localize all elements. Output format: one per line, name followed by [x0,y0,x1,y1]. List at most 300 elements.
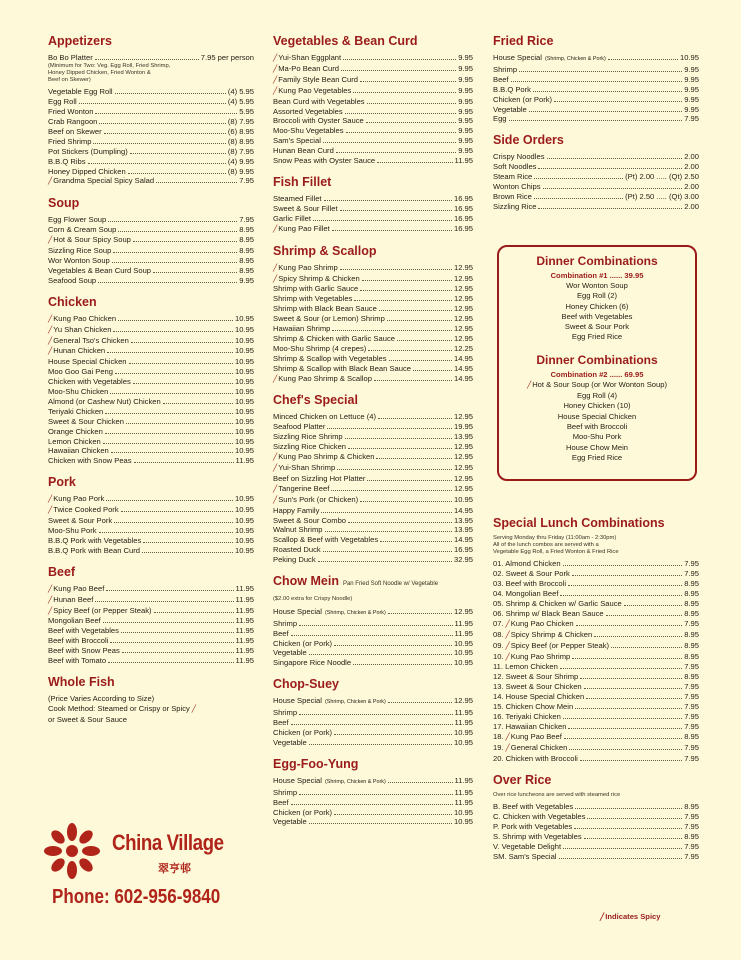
menu-item-price: 8.95 [684,589,699,599]
menu-item [48,505,254,516]
dot-leader [108,661,233,663]
menu-item [48,407,254,417]
menu-item [493,202,699,212]
menu-item-label: House Special [273,775,322,785]
menu-section [273,244,473,385]
dot-leader [104,132,226,134]
menu-item [273,156,473,166]
menu-item-name [48,505,119,516]
menu-item [48,427,254,437]
menu-item-name [273,442,346,452]
menu-item [273,607,473,619]
dot-leader [325,530,452,532]
menu-item-name [48,147,128,157]
menu-item [273,284,473,294]
combo-item-text: House Chow Mein [565,442,629,452]
menu-item-label: Beef [273,797,289,807]
menu-item-name [493,822,572,832]
menu-item-label: Garlic Fillet [273,213,311,223]
menu-item [273,97,473,107]
menu-item-label: 07. [493,618,504,628]
menu-item [493,852,699,862]
chili-pepper-icon: ╱ [273,275,278,283]
menu-item-label: Shrimp with Vegetables [273,294,353,304]
menu-item-label: 20. Chicken with Broccoli [493,753,578,763]
menu-item [48,367,254,377]
menu-item-price: 12.95 [453,473,473,483]
menu-item-price: 11.95 [454,618,473,628]
chili-pepper-icon: ╱ [48,496,53,504]
dot-leader [587,817,682,819]
menu-item-label: 11. Lemon Chicken [493,662,558,672]
menu-item-price: 13.95 [453,432,473,442]
menu-item-price: 9.95 [239,275,254,285]
chili-pepper-icon: ╱ [189,705,196,713]
menu-item [273,107,473,117]
dot-leader [142,551,233,553]
menu-item-label: Crispy Noodles [493,152,545,162]
menu-item-price: 10.95 [453,737,473,747]
menu-item-price: 9.95 [458,126,473,136]
menu-item-name [273,555,316,565]
combo-item-text: Egg Roll (4) [576,391,618,401]
chili-pepper-icon: ╱ [273,454,278,462]
menu-item [493,652,699,663]
menu-item-label: B. Beef with Vegetables [493,802,574,812]
menu-item [48,494,254,505]
menu-item-label: 02. Sweet & Sour Pork [493,569,570,579]
menu-item-name [273,314,385,324]
spicy-legend [600,912,661,921]
combo-item-text: Egg Fried Rice [571,452,623,462]
menu-item-price: 12.25 [453,343,473,353]
dot-leader [327,427,452,429]
dot-leader [111,451,233,453]
menu-item [273,776,473,788]
menu-item-label: 10. [493,651,504,661]
menu-item-price: 7.95 [684,569,699,579]
dot-leader [110,641,233,643]
menu-item [48,147,254,157]
menu-item-price: 8.95 [239,265,254,275]
menu-item [273,484,473,495]
chili-pepper-icon: ╱ [273,225,278,233]
dot-leader [346,131,457,133]
menu-item [493,172,699,182]
menu-item [48,117,254,127]
menu-item-price: 7.95 [684,851,699,861]
combo-item [505,312,689,322]
combo-item-text: Honey Chicken (10) [563,401,631,411]
menu-item-label: General Chicken [510,742,568,752]
menu-item-price: 9.95 [684,74,699,84]
menu-item [493,65,699,75]
dot-leader [95,58,199,60]
dot-leader [348,521,452,523]
menu-item [273,126,473,136]
menu-item-price: 10.95 [234,545,254,555]
dot-leader [353,663,452,665]
menu-item-name [273,639,332,649]
menu-item [48,546,254,556]
menu-section [273,574,473,668]
dot-leader [154,611,234,613]
menu-item-label: Bean Curd with Vegetables [273,96,365,106]
chili-pepper-icon: ╱ [273,496,278,504]
menu-item-price: 12.95 [453,463,473,472]
menu-item-label: Peking Duck [273,555,316,565]
menu-item-label: Hawaiian Shrimp [273,324,331,334]
menu-item [48,157,254,167]
menu-item-price: 10.95 [234,367,254,377]
menu-item-price: 10.95 [453,494,473,504]
menu-item [493,832,699,842]
menu-item [48,225,254,235]
chili-pepper-icon: ╱ [48,326,53,334]
menu-item-price: 7.95 [684,692,699,702]
menu-item [48,616,254,626]
menu-item-name [493,85,531,95]
menu-item [48,137,254,147]
dot-leader [332,329,452,331]
menu-item-price: 10.95 [453,728,473,738]
menu-item [273,798,473,808]
dot-leader [133,240,237,242]
menu-column-right-top [493,34,699,221]
menu-item [273,738,473,748]
menu-item-label: Snow Peas with Oyster Sauce [273,156,376,166]
section-title-text: Whole Fish [48,674,115,689]
menu-item-detail: (Shrimp, Chicken & Pork) [324,778,386,785]
menu-item-name [273,263,338,274]
menu-item-price: 11.95 [235,456,254,466]
chili-pepper-icon: ╱ [503,733,510,741]
menu-item-name [273,422,325,432]
menu-item-name [48,97,77,107]
menu-item-price: 32.95 [453,555,473,565]
dot-leader [99,122,225,124]
menu-item [273,474,473,484]
menu-item-label: Shrimp with Garlic Sauce [273,284,359,294]
menu-item-label: Hot & Sour Spicy Soup [53,235,131,245]
section-title [273,34,473,48]
dot-leader [318,560,452,562]
dot-leader [511,80,683,82]
menu-item [48,437,254,447]
dot-leader [334,644,452,646]
menu-item-price: 2.00 [684,201,699,211]
menu-item [48,266,254,276]
dot-leader [129,362,233,364]
menu-item-label: 06. Shrimp w/ Black Bean Sauce [493,608,604,618]
menu-item-name [273,86,351,97]
dot-leader [378,417,452,419]
menu-item [273,452,473,463]
menu-item-name [273,545,321,555]
section-note: Honey Dipped Chicken, Fried Wonton & [48,69,151,76]
section-title [48,295,254,309]
menu-item-label: Sweet & Sour Pork [48,516,113,526]
menu-item-name [493,65,517,75]
menu-item-price: 8.95 [684,608,699,618]
menu-item-label: Orange Chicken [48,426,103,436]
menu-item-name [273,629,289,639]
menu-item [493,599,699,609]
menu-item-price: 2.00 [684,152,699,162]
menu-item-label: Almond (or Cashew Nut) Chicken [48,396,161,406]
menu-item-label: Seafood Platter [273,422,326,432]
dot-leader [324,199,452,201]
combo-label: Combination #2 ...... 69.95 [550,369,644,379]
menu-item-name [48,157,86,167]
menu-item-name [493,641,609,652]
menu-item-name [273,495,358,506]
menu-item [493,95,699,105]
menu-item-label: Vegetable [273,737,307,747]
menu-item-name [273,516,346,526]
menu-item-price: 9.95 [458,96,473,106]
menu-item-label: Moo-Shu Shrimp (4 crepes) [273,343,367,353]
menu-item [493,114,699,124]
menu-item-label: Honey Dipped Chicken [48,166,126,176]
menu-item-label: Kung Pao Shrimp [510,651,571,661]
menu-item [493,53,699,65]
menu-item-price: 10.95 [234,446,254,456]
menu-item-name [48,636,108,646]
menu-item [273,64,473,75]
menu-item-price: 8.95 [239,235,254,245]
menu-item-name [273,525,323,535]
menu-item-name [493,579,566,589]
dot-leader [538,207,682,209]
menu-item-price: 11.95 [235,583,254,593]
menu-item-label: Shrimp [273,708,298,718]
menu-item-label: Egg [493,114,507,124]
menu-item-label: Sam's Special [273,136,321,146]
menu-item-name [48,417,124,427]
dot-leader [121,631,234,633]
menu-item-name [48,646,120,656]
menu-item [48,336,254,347]
menu-item-label: Shrimp with Black Bean Sauce [273,304,377,314]
menu-item-price: 10.95 [453,638,473,648]
menu-item-price: 9.95 [684,84,699,94]
menu-item-name [493,842,561,852]
menu-item [273,629,473,639]
section-note: Serving Monday thru Friday (11:00am - 2:30pm) [493,535,617,541]
menu-item-label: Walnut Shrimp [273,525,323,535]
menu-item [493,682,699,692]
dot-leader [543,187,683,189]
menu-item-name [273,354,387,364]
menu-item-price: 16.95 [453,223,473,233]
menu-item-name [273,817,307,827]
menu-item-name [48,626,119,636]
section-title-text: Fried Rice [493,34,554,48]
menu-item-label: Kung Pao Chicken [510,618,574,628]
section-title [273,757,473,771]
section-title [273,677,473,691]
menu-item-label: Moo Goo Gai Peng [48,367,114,377]
menu-item-price: 7.95 [684,559,699,569]
menu-item [48,176,254,187]
section-title [493,34,699,48]
menu-item-name [273,619,297,629]
section-title [48,565,254,579]
dot-leader [413,369,452,371]
menu-item-name [493,852,557,862]
menu-item-price: 10.95 [234,436,254,446]
menu-item-name [48,235,131,246]
menu-item-name [273,708,297,718]
section-title-text: Appetizers [48,34,112,48]
dot-leader [118,319,233,321]
menu-section [493,773,699,862]
menu-item-price: 10.95 [453,658,473,668]
menu-item-name [273,788,297,798]
dot-leader [366,121,456,123]
menu-item-label: Vegetable [493,104,527,114]
dot-leader [343,58,456,60]
menu-item-label: Shrimp & Scallop with Black Bean Sauce [273,363,412,373]
menu-item-name [273,126,344,136]
combo-item-text: Egg Fried Rice [571,332,623,342]
dot-leader [389,359,452,361]
menu-item-label: Moo-Shu Chicken [48,387,109,397]
menu-item-name [273,463,335,474]
menu-item-label: Broccoli with Oyster Sauce [273,116,364,126]
dot-leader [568,727,682,729]
menu-item-price: 11.95 [235,605,254,615]
chili-pepper-icon: ╱ [273,55,278,62]
menu-item-label: Yui-Shan Shrimp [278,463,336,472]
menu-item-label: Beef on Sizzling Hot Platter [273,473,366,483]
menu-item [48,516,254,526]
menu-item-name [273,304,377,314]
menu-item-label: Fried Wonton [48,107,94,117]
chili-pepper-icon: ╱ [48,178,53,186]
section-title-text: Vegetables & Bean Curd [273,34,418,48]
menu-item [48,646,254,656]
menu-item [48,456,254,466]
menu-item-price: (8) 7.95 [227,146,254,156]
menu-section [48,675,254,725]
menu-item-label: Happy Family [273,505,320,515]
dot-leader [79,102,226,104]
menu-item-label: Wonton Chips [493,182,541,192]
menu-item-label: Bo Bo Platter [48,53,93,62]
dot-leader [534,197,623,199]
menu-item-label: 05. Shrimp & Chicken w/ Garlic Sauce [493,599,622,609]
menu-item-name [48,397,161,407]
menu-item-name [48,357,127,367]
menu-item-price: (4) 5.95 [227,97,254,107]
dot-leader [554,100,682,102]
menu-item [493,754,699,764]
menu-item-price: 10.95 [234,416,254,426]
menu-item-label: Tangerine Beef [278,483,330,493]
menu-item-name [273,156,375,166]
menu-section [273,175,473,235]
dot-leader [112,261,237,263]
menu-item [273,224,473,235]
dot-leader [341,69,456,71]
menu-item-label: Sun's Pork (or Chicken) [278,494,359,504]
combo-item [505,401,689,411]
dot-leader [580,759,682,761]
chili-pepper-icon: ╱ [273,76,278,84]
menu-item-price: 7.95 [684,114,699,124]
dot-leader [362,279,452,281]
menu-item-label: Minced Chicken on Lettuce (4) [273,412,376,422]
dot-leader [624,604,682,606]
menu-item-name [273,535,378,545]
dot-leader [323,141,456,143]
menu-item-label: Kung Pao Chicken [53,313,117,323]
menu-item-price: 8.95 [684,579,699,589]
dot-leader [115,92,226,94]
menu-section [273,677,473,748]
menu-item [48,626,254,636]
menu-item-price: 10.95 [234,396,254,406]
menu-item-label: Fried Shrimp [48,136,92,146]
menu-item [493,712,699,722]
menu-item-label: B.B.Q Pork with Bean Curd [48,545,141,555]
menu-item-label: Beef with Snow Peas [48,646,120,656]
menu-item-label: Shrimp & Chicken with Garlic Sauce [273,333,395,343]
dot-leader [569,748,682,750]
menu-item-price: 8.95 [684,832,699,842]
menu-item-name [48,314,116,325]
menu-item-label: Sweet & Sour Fillet [273,203,338,213]
menu-item-label: Kung Pao Beef [53,583,105,593]
menu-item-name [48,137,91,147]
menu-item-price: 10.95 [234,377,254,387]
menu-item [273,274,473,285]
menu-item [273,463,473,474]
menu-item-price: 11.95 [235,636,254,646]
menu-item-name [273,324,330,334]
menu-item [48,656,254,666]
menu-item-price: 12.95 [453,696,473,706]
chili-pepper-icon: ╱ [48,596,53,604]
menu-item-label: Sizzling Rice Soup [48,246,112,256]
menu-item [493,162,699,172]
menu-item [273,214,473,224]
section-title-text: Special Lunch Combinations [493,516,665,530]
dot-leader [291,803,453,805]
menu-item-price: 8.95 [684,731,699,741]
menu-item-label: Singapore Rice Noodle [273,658,352,668]
menu-item-name [273,64,339,75]
menu-item [273,422,473,432]
menu-item-name [48,656,106,666]
menu-item [48,97,254,107]
menu-item-label: V. Vegetable Delight [493,841,562,851]
menu-section [48,295,254,467]
chili-pepper-icon: ╱ [273,465,278,472]
menu-item-price: 8.95 [684,640,699,650]
menu-item [493,732,699,743]
menu-item-name [48,584,104,595]
menu-item [493,85,699,95]
menu-item-price: (8) 8.95 [227,136,254,146]
menu-item [273,658,473,668]
menu-item-price: 12.95 [453,412,473,422]
menu-item-name [493,152,545,162]
menu-item [493,692,699,702]
menu-item-name [48,606,152,617]
